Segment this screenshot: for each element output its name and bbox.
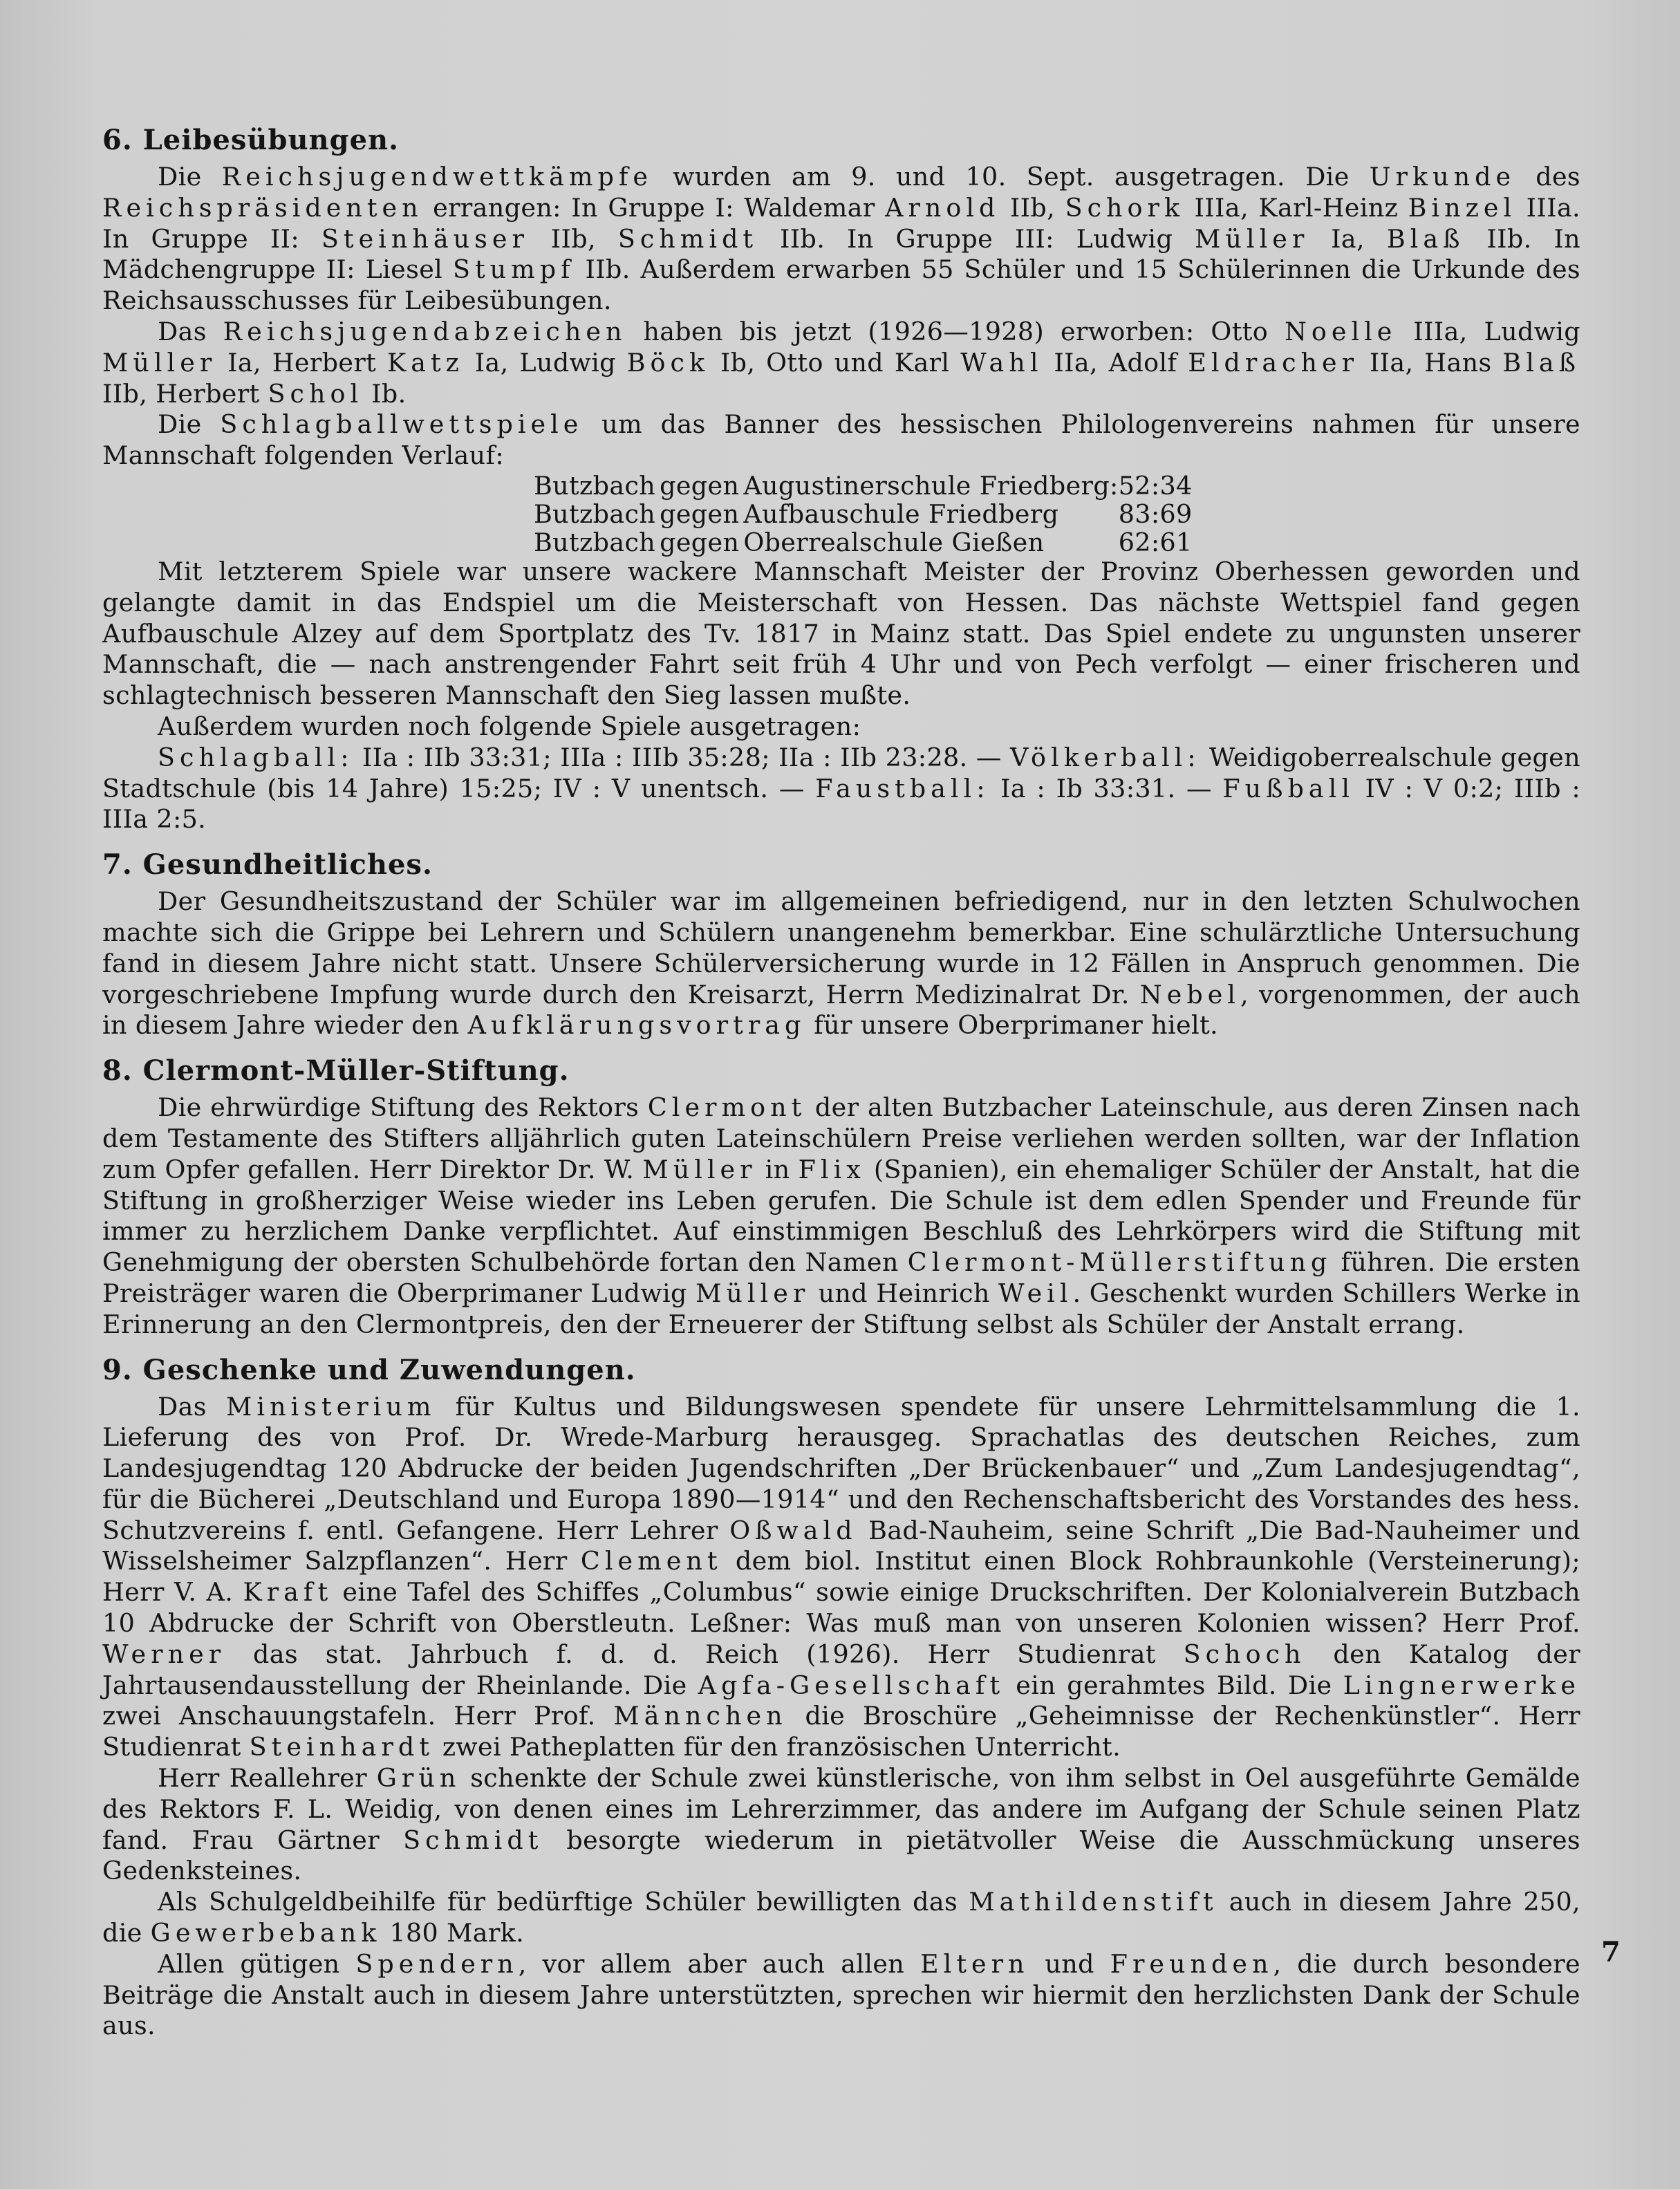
- spaced-name: Weil: [998, 1278, 1073, 1308]
- spaced-text: Schlagball:: [158, 742, 354, 772]
- table-row: [534, 500, 1193, 528]
- text: . Geschenkt wurden Schillers Werke in Erinnerung an den Clermontpreis, den der Erneuerer der Stiftung selbst als Schüler der Anstalt errang.: [102, 1278, 1580, 1339]
- text: , vor allem aber auch allen: [518, 1948, 920, 1979]
- spaced-name: Schork: [1065, 192, 1185, 223]
- spaced-name: Agfa-Gesellschaft: [698, 1670, 1005, 1700]
- text: den Katalog der Jahrtausendausstellung der Rheinlande. Die: [102, 1639, 1581, 1700]
- vs-cell: gegen: [660, 470, 740, 501]
- spaced-name: Oßwald: [729, 1515, 857, 1545]
- team-cell: Butzbach: [534, 527, 656, 557]
- section-heading: 9. Geschenke und Zuwendungen.: [102, 1353, 636, 1386]
- spaced-name: Schoch: [1183, 1639, 1306, 1669]
- spaced-text: Reichsjugendwettkämpfe: [221, 162, 653, 192]
- spaced-name: Müller: [642, 1154, 757, 1184]
- text: IIb. In Mädchengruppe II: Liesel: [102, 223, 1580, 285]
- text: IIb. In Gruppe III: Ludwig: [758, 223, 1195, 254]
- spaced-name: Müller: [696, 1278, 810, 1308]
- page-number: 7: [1601, 1936, 1621, 1968]
- spaced-name: Steinhardt: [249, 1732, 434, 1762]
- spaced-name: Grün: [376, 1763, 461, 1794]
- text: IIIa, Ludwig: [1397, 316, 1580, 346]
- spaced-name: Katz: [386, 347, 464, 378]
- section-geschenke-und-zuwendungen: [102, 1353, 1580, 2042]
- paragraph-gesundheitszustand: [102, 886, 1580, 1041]
- text: Das: [158, 316, 223, 346]
- spaced-text: Freunden: [1110, 1948, 1273, 1979]
- text: für unsere Oberprimaner hielt.: [805, 1010, 1218, 1041]
- score-cell: 83:69: [1118, 499, 1193, 529]
- text: führen. Die ersten Preisträger waren die Oberprimaner Ludwig: [102, 1247, 1581, 1308]
- spaced-text: Aufklärungsvortrag: [467, 1010, 806, 1041]
- team-cell: Butzbach: [534, 470, 656, 501]
- text: Bad-Nauheim, seine Schrift „Die Bad-Nauheimer und Wisselsheimer Salzpflanzen“. Herr: [102, 1515, 1581, 1576]
- spaced-text: Fußball: [1222, 773, 1355, 803]
- spaced-name: Nebel: [1139, 979, 1240, 1009]
- opponent-cell: Augustinerschule Friedberg:: [743, 470, 1119, 501]
- text: IIIa. In Gruppe II:: [102, 192, 1581, 254]
- spaced-name: Böck: [626, 347, 710, 378]
- text: des: [1515, 162, 1580, 192]
- text: Die ehrwürdige Stiftung des Rektors: [158, 1092, 648, 1123]
- text: 180 Mark.: [381, 1918, 525, 1948]
- spaced-name: Schmidt: [617, 223, 758, 254]
- text: der alten Butzbacher Lateinschule, aus deren Zinsen nach dem Testamente des Stifters alljährlich guten Lateinschülern Preise verliehen werden sollten, war der Inflation zum Opfer gefallen. Herr Direktor Dr. W.: [102, 1092, 1580, 1184]
- text: errangen: In Gruppe I: Waldemar: [422, 192, 886, 223]
- text: , die durch besondere Beiträge die Anstalt auch in diesem Jahre unterstützten, sprechen wir hiermit den herzlichsten Dank der Schule aus.: [102, 1948, 1580, 2041]
- spaced-text: Schlagballwettspiele: [220, 409, 584, 440]
- text: und: [1029, 1948, 1110, 1979]
- text: in: [756, 1154, 799, 1184]
- spaced-name: Lingnerwerke: [1343, 1670, 1580, 1700]
- spaced-text: Faustball:: [815, 773, 990, 803]
- section-leibesuebungen: [102, 123, 1580, 835]
- paragraph-spielergebnisse: [102, 743, 1580, 835]
- match-results-table: [534, 472, 1193, 557]
- text: IIa, Adolf: [1043, 347, 1188, 378]
- text: IIa : IIb 33:31; IIIa : IIIb 35:28; IIa : IIb 23:28. —: [353, 742, 1011, 772]
- text: Als Schulgeldbeihilfe für bedürftige Schüler bewilligten das: [158, 1887, 969, 1917]
- spaced-name: Stumpf: [453, 254, 575, 285]
- text: besorgte wiederum in pietätvoller Weise die Ausschmückung unseres Gedenksteines.: [102, 1825, 1580, 1886]
- text: , vorgenommen, der auch in diesem Jahre wieder den: [102, 979, 1580, 1041]
- vs-cell: gegen: [660, 527, 740, 557]
- text: Ia,: [1309, 223, 1387, 254]
- spaced-name: Schol: [268, 378, 364, 409]
- text: IIb, Herbert: [102, 378, 268, 409]
- section-clermont-mueller-stiftung: [102, 1054, 1580, 1340]
- text: Die: [158, 162, 222, 192]
- section-heading: 8. Clermont-Müller-Stiftung.: [102, 1054, 570, 1088]
- paragraph-schlagballwettspiele: [102, 409, 1580, 472]
- text: haben bis jetzt (1926—1928) erworben: Otto: [626, 316, 1285, 346]
- spaced-name: Steinhäuser: [321, 223, 529, 254]
- paragraph-reichsjugendwettkaempfe: [102, 162, 1580, 317]
- paragraph-weitere-spiele-intro: Außerdem wurden noch folgende Spiele ausgetragen:: [158, 711, 861, 741]
- text: wurden am 9. und 10. Sept. ausgetragen. Die: [652, 162, 1370, 192]
- text: Allen gütigen: [158, 1948, 356, 1979]
- text: schenkte der Schule zwei künstlerische, von ihm selbst in Oel ausgeführte Gemälde des Rektors F. L. Weidig, von denen eines im Lehrerzimmer, das andere im Aufgang der Schule seinen Platz fand. Frau Gärtner: [102, 1763, 1580, 1855]
- spaced-name: Schmidt: [403, 1825, 543, 1855]
- paragraph-meisterschaft: Mit letzterem Spiele war unsere wackere Mannschaft Meister der Provinz Oberhessen geworden und gelangte damit in das Endspiel um die Meisterschaft von Hessen. Das nächste Wettspiel fand gegen Aufbauschule Alzey auf dem Sportplatz des Tv. 1817 in Mainz statt. Das Spiel endete zu ungunsten unserer Mannschaft, die — nach anstrengender Fahrt seit früh 4 Uhr und von Pech verfolgt — einer frischeren und schlagtechnisch besseren Mannschaft den Sieg lassen mußte.: [102, 556, 1580, 711]
- spaced-name: Binzel: [1408, 192, 1517, 223]
- text: auch in diesem Jahre 250, die: [102, 1887, 1581, 1948]
- score-cell: 62:61: [1118, 527, 1193, 557]
- text: IIb. Außerdem erwarben 55 Schüler und 15 Schülerinnen die Urkunde des Reichsausschusses für Leibesübungen.: [102, 254, 1580, 316]
- text: eine Tafel des Schiffes „Columbus“ sowie einige Druckschriften. Der Kolonialverein Butzbach 10 Abdrucke der Schrift von Oberstleutn. Leßner: Was muß man von unseren Kolonien wissen? Herr Prof.: [102, 1577, 1580, 1639]
- text: das stat. Jahrbuch f. d. d. Reich (1926). Herr Studienrat: [225, 1639, 1184, 1669]
- spaced-name: Clermont-Müllerstiftung: [907, 1247, 1332, 1278]
- spaced-name: Flix: [798, 1154, 866, 1184]
- score-cell: 52:34: [1118, 470, 1193, 501]
- text: IIb,: [1000, 192, 1065, 223]
- opponent-cell: Aufbauschule Friedberg: [743, 499, 1059, 529]
- spaced-name: Männchen: [613, 1701, 787, 1731]
- opponent-cell: Oberrealschule Gießen: [743, 527, 1045, 557]
- spaced-text: Völkerball:: [1010, 742, 1201, 772]
- spaced-text: Urkunde: [1369, 162, 1516, 192]
- spaced-name: Kraft: [243, 1577, 333, 1608]
- text: Ib.: [363, 378, 407, 409]
- paragraph-gemaelde: [102, 1763, 1580, 1887]
- text: um das Banner des hessischen Philologenvereins nahmen für unsere Mannschaft folgenden Verlauf:: [102, 409, 1580, 471]
- text: IIIa, Karl-Heinz: [1184, 192, 1408, 223]
- text: Herr Reallehrer: [158, 1763, 377, 1794]
- spaced-text: Ministerium: [226, 1391, 436, 1422]
- text: (Spanien), ein ehemaliger Schüler der Anstalt, hat die Stiftung in großherziger Weise wieder ins Leben gerufen. Die Schule ist dem edlen Spender und Freunde für immer zu herzlichem Danke verpflichtet. Auf einstimmigen Beschluß des Lehrkörpers wird die Stiftung mit Genehmigung der obersten Schulbehörde fortan den Namen: [102, 1154, 1580, 1278]
- text: Weidigoberrealschule gegen Stadtschule (bis 14 Jahre) 15:25; IV : V unentsch. —: [102, 742, 1580, 803]
- spaced-name: Arnold: [885, 192, 1000, 223]
- spaced-text: Spendern: [355, 1948, 519, 1979]
- spaced-name: Clermont: [647, 1092, 807, 1123]
- spaced-name: Müller: [1195, 223, 1309, 254]
- vs-cell: gegen: [660, 499, 740, 529]
- spaced-name: Gewerbebank: [150, 1918, 382, 1948]
- spaced-name: Noelle: [1284, 316, 1397, 346]
- text: Der Gesundheitszustand der Schüler war im allgemeinen befriedigend, nur in den letzten Schulwochen machte sich die Grippe bei Lehrern und Schülern unangenehm bemerkbar. Eine schulärztliche Untersuchung fand in diesem Jahre nicht statt. Unsere Schülerversicherung wurde in 12 Fällen in Anspruch genommen. Die vorgeschriebene Impfung wurde durch den Kreisarzt, Herrn Medizinalrat Dr.: [102, 886, 1580, 1009]
- text: Ia : Ib 33:31. —: [989, 773, 1223, 803]
- spaced-name: Wahl: [960, 347, 1043, 378]
- spaced-name: Clement: [580, 1546, 722, 1576]
- paragraph-stiftung: [102, 1092, 1580, 1340]
- spaced-name: Blaß: [1386, 223, 1465, 254]
- spaced-name: Mathildenstift: [969, 1887, 1218, 1917]
- spaced-name: Blaß: [1502, 347, 1581, 378]
- text: die Broschüre „Geheimnisse der Rechenkünstler“. Herr Studienrat: [102, 1701, 1580, 1762]
- text: für Kultus und Bildungswesen spendete für unsere Lehrmittelsammlung die 1. Lieferung des von Prof. Dr. Wrede-Marburg herausgeg. Sprachatlas des deutschen Reiches, zum Landesjugendtag 120 Abdrucke der beiden Jugendschriften „Der Brückenbauer“ und „Zum Landesjugendtag“, für die Bücherei „Deutschland und Europa 1890—1914“ und den Rechenschaftsbericht des Vorstandes des hess. Schutzvereins f. entl. Gefangene. Herr Lehrer: [102, 1391, 1581, 1545]
- table-row: [534, 528, 1193, 557]
- spaced-text: Eltern: [920, 1948, 1029, 1979]
- text: ein gerahmtes Bild. Die: [1005, 1670, 1343, 1700]
- spaced-name: Werner: [102, 1639, 226, 1669]
- text: IIa, Hans: [1359, 347, 1503, 378]
- section-heading: 6. Leibesübungen.: [102, 124, 400, 156]
- spaced-text: Reichsjugendabzeichen: [223, 316, 627, 346]
- text: Ib, Otto und Karl: [709, 347, 961, 378]
- text: IIb,: [528, 223, 618, 254]
- text: IV : V 0:2; IIIb : IIIa 2:5.: [102, 773, 1581, 835]
- text: Die: [158, 409, 221, 440]
- text: dem biol. Institut einen Block Rohbraunkohle (Versteinerung); Herr V. A.: [102, 1546, 1580, 1608]
- paragraph-reichsjugendabzeichen: [102, 317, 1580, 409]
- section-gesundheitliches: [102, 848, 1580, 1041]
- spaced-name: Müller: [102, 347, 217, 378]
- text: Das: [158, 1391, 226, 1422]
- table-row: [534, 472, 1193, 500]
- paragraph-dank: [102, 1949, 1580, 2042]
- text: zwei Anschauungstafeln. Herr Prof.: [102, 1701, 614, 1731]
- paragraph-schulgeldbeihilfe: [102, 1887, 1580, 1949]
- spaced-name: Eldracher: [1188, 347, 1359, 378]
- section-heading: 7. Gesundheitliches.: [102, 848, 433, 882]
- text: Ia, Ludwig: [463, 347, 627, 378]
- spaced-text: Reichspräsidenten: [102, 192, 423, 223]
- text: und Heinrich: [810, 1278, 999, 1308]
- team-cell: Butzbach: [534, 499, 656, 529]
- paragraph-geschenke: [102, 1392, 1580, 1764]
- text: Ia, Herbert: [216, 347, 387, 378]
- text: zwei Patheplatten für den französischen Unterricht.: [433, 1732, 1121, 1762]
- page-content: [102, 123, 1580, 2054]
